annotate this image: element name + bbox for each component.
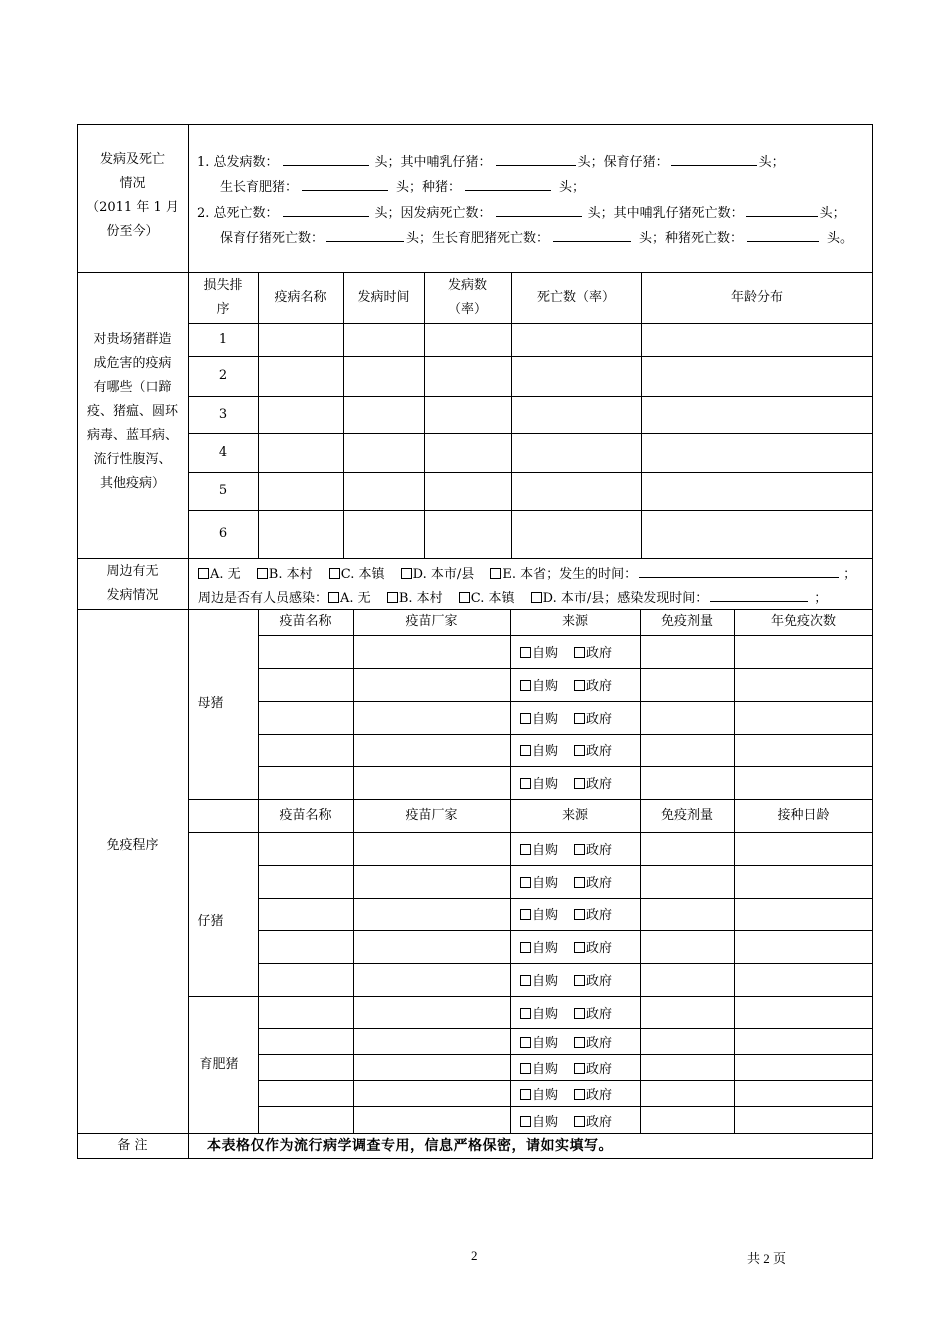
option-government[interactable]: 政府 <box>574 1058 612 1077</box>
divider <box>188 996 873 997</box>
checkbox-icon <box>520 647 531 658</box>
checkbox-icon <box>574 1116 585 1127</box>
source-options <box>520 1003 612 1022</box>
group-label-piglet: 仔猪 <box>197 914 224 929</box>
checkbox-icon <box>574 680 585 691</box>
option-self-purchase[interactable]: 自购 <box>520 937 558 956</box>
divider <box>258 734 873 735</box>
nursery-deaths-field[interactable] <box>326 227 404 242</box>
divider <box>188 510 873 511</box>
option-self-purchase[interactable]: 自购 <box>520 872 558 891</box>
checkbox-icon <box>520 680 531 691</box>
source-options <box>520 675 612 694</box>
nursery-cases-field[interactable] <box>671 151 757 166</box>
checkbox-icon <box>574 975 585 986</box>
option-self-purchase[interactable]: 自购 <box>520 1111 558 1130</box>
source-options <box>520 773 612 792</box>
header-vaccination-age: 接种日龄 <box>777 807 830 823</box>
option-government[interactable]: 政府 <box>574 970 612 989</box>
header-vaccine-name: 疫苗名称 <box>279 807 332 823</box>
header-death-count: 死亡数（率） <box>536 289 615 305</box>
checkbox-icon <box>574 844 585 855</box>
checkbox-icon <box>520 942 531 953</box>
option-self-purchase[interactable]: 自购 <box>520 1084 558 1103</box>
checkbox-icon <box>520 745 531 756</box>
source-options <box>520 740 612 759</box>
divider <box>188 472 873 473</box>
checkbox-icon <box>574 778 585 789</box>
option-city-county[interactable]: D. 本市/县；感染发现时间： <box>531 591 709 606</box>
survey-form <box>77 124 873 1159</box>
breeding-deaths-field[interactable] <box>747 227 819 242</box>
source-options <box>520 1032 612 1051</box>
option-government[interactable]: 政府 <box>574 1111 612 1130</box>
source-options <box>520 839 612 858</box>
option-government[interactable]: 政府 <box>574 1084 612 1103</box>
checkbox-icon <box>520 844 531 855</box>
checkbox-icon <box>520 713 531 724</box>
page-number: 2 <box>471 1248 478 1263</box>
divider <box>188 396 873 397</box>
checkbox-icon <box>198 568 209 579</box>
breeding-cases-field[interactable] <box>465 176 551 191</box>
source-options <box>520 708 612 727</box>
surrounding-outbreak-line: A. 无 B. 本村 C. 本镇 D. 本市/县 E. 本省；发生的时间： ； <box>198 563 856 585</box>
divider <box>258 865 873 866</box>
page-total: 共 2 页 <box>747 1251 787 1266</box>
option-government[interactable]: 政府 <box>574 937 612 956</box>
divider <box>258 701 873 702</box>
checkbox-icon <box>574 745 585 756</box>
divider <box>258 898 873 899</box>
divider <box>188 356 873 357</box>
header-vaccine-maker: 疫苗厂家 <box>405 614 458 629</box>
total-cases-field[interactable] <box>283 151 369 166</box>
checkbox-icon <box>387 592 398 603</box>
rank-cell: 1 <box>218 331 228 347</box>
source-options <box>520 937 612 956</box>
checkbox-icon <box>574 1063 585 1074</box>
checkbox-icon <box>490 568 501 579</box>
source-options <box>520 1111 612 1130</box>
option-government[interactable]: 政府 <box>574 708 612 727</box>
option-government[interactable]: 政府 <box>574 740 612 759</box>
option-government[interactable]: 政府 <box>574 773 612 792</box>
disease-deaths-field[interactable] <box>496 202 582 217</box>
option-none[interactable]: A. 无 <box>328 591 371 606</box>
header-age-distribution: 年龄分布 <box>730 289 783 305</box>
option-self-purchase[interactable]: 自购 <box>520 675 558 694</box>
suckling-cases-field[interactable] <box>496 151 576 166</box>
option-self-purchase[interactable]: 自购 <box>520 708 558 727</box>
checkbox-icon <box>257 568 268 579</box>
remark-text: 本表格仅作为流行病学调查专用，信息严格保密，请如实填写。 <box>207 1138 613 1154</box>
header-case-count: 发病数 （率） <box>447 277 487 317</box>
header-vaccine-name: 疫苗名称 <box>279 614 332 629</box>
header-source: 来源 <box>561 614 588 629</box>
morbidity-line-3: 2. 总死亡数： 头；因发病死亡数： 头；其中哺乳仔猪死亡数： 头； <box>197 202 846 224</box>
option-self-purchase[interactable]: 自购 <box>520 970 558 989</box>
checkbox-icon <box>329 568 340 579</box>
divider <box>258 963 873 964</box>
checkbox-icon <box>520 1116 531 1127</box>
infection-time-field[interactable] <box>710 587 808 602</box>
section-label-immunization: 免疫程序 <box>106 838 159 853</box>
option-self-purchase[interactable]: 自购 <box>520 839 558 858</box>
header-vaccine-maker: 疫苗厂家 <box>405 807 458 823</box>
header-annual-times: 年免疫次数 <box>770 614 836 629</box>
divider <box>258 668 873 669</box>
divider <box>258 1106 873 1107</box>
header-disease-name: 疫病名称 <box>274 289 327 305</box>
checkbox-icon <box>520 909 531 920</box>
header-loss-rank: 损失排 序 <box>203 277 243 317</box>
divider <box>188 832 873 833</box>
checkbox-icon <box>459 592 470 603</box>
checkbox-icon <box>531 592 542 603</box>
human-infection-line: 周边是否有人员感染： A. 无 B. 本村 C. 本镇 D. 本市/县；感染发现时间： ； <box>198 587 827 609</box>
divider <box>258 1054 873 1055</box>
rank-cell: 2 <box>218 368 228 383</box>
divider <box>258 766 873 767</box>
checkbox-icon <box>574 1008 585 1019</box>
total-deaths-field[interactable] <box>283 202 369 217</box>
option-self-purchase[interactable]: 自购 <box>520 904 558 923</box>
section-label-surroundings: 周边有无 发病情况 <box>106 564 159 603</box>
source-options <box>520 1084 612 1103</box>
source-options <box>520 872 612 891</box>
rank-cell: 6 <box>218 526 228 541</box>
checkbox-icon <box>574 1037 585 1048</box>
option-government[interactable]: 政府 <box>574 642 612 661</box>
option-none[interactable]: A. 无 <box>198 567 241 582</box>
rank-cell: 5 <box>218 483 228 498</box>
checkbox-icon <box>401 568 412 579</box>
group-label-fattening: 育肥猪 <box>199 1056 239 1072</box>
group-label-sow: 母猪 <box>197 696 224 711</box>
remark-label: 备 注 <box>117 1138 148 1153</box>
option-village[interactable]: B. 本村 <box>257 567 313 582</box>
option-government[interactable]: 政府 <box>574 1032 612 1051</box>
checkbox-icon <box>520 877 531 888</box>
option-self-purchase[interactable]: 自购 <box>520 1003 558 1022</box>
rank-cell: 4 <box>218 444 228 460</box>
option-government[interactable]: 政府 <box>574 839 612 858</box>
option-government[interactable]: 政府 <box>574 904 612 923</box>
option-self-purchase[interactable]: 自购 <box>520 1032 558 1051</box>
source-options <box>520 904 612 923</box>
option-self-purchase[interactable]: 自购 <box>520 642 558 661</box>
divider <box>77 558 873 559</box>
divider <box>258 635 873 636</box>
option-self-purchase[interactable]: 自购 <box>520 1058 558 1077</box>
fattening-cases-field[interactable] <box>302 176 388 191</box>
checkbox-icon <box>520 1089 531 1100</box>
divider <box>258 1028 873 1029</box>
option-self-purchase[interactable]: 自购 <box>520 740 558 759</box>
header-onset-time: 发病时间 <box>357 289 410 305</box>
option-self-purchase[interactable]: 自购 <box>520 773 558 792</box>
checkbox-icon <box>574 713 585 724</box>
morbidity-line-1: 1. 总发病数： 头；其中哺乳仔猪： 头；保育仔猪： 头； <box>197 151 785 173</box>
option-government[interactable]: 政府 <box>574 872 612 891</box>
rank-cell: 3 <box>218 406 228 422</box>
checkbox-icon <box>520 1037 531 1048</box>
option-province[interactable]: E. 本省；发生的时间： <box>490 567 637 582</box>
checkbox-icon <box>574 1089 585 1100</box>
checkbox-icon <box>520 975 531 986</box>
suckling-deaths-field[interactable] <box>746 202 818 217</box>
checkbox-icon <box>520 778 531 789</box>
checkbox-icon <box>328 592 339 603</box>
source-options <box>520 642 612 661</box>
option-city-county[interactable]: D. 本市/县 <box>401 567 475 582</box>
outbreak-time-field[interactable] <box>639 563 839 578</box>
fattening-deaths-field[interactable] <box>553 227 631 242</box>
option-government[interactable]: 政府 <box>574 1003 612 1022</box>
option-town[interactable]: C. 本镇 <box>459 591 515 606</box>
option-town[interactable]: C. 本镇 <box>329 567 385 582</box>
section-label-morbidity: 发病及死亡 情况 （2011 年 1 月 份至今） <box>86 152 179 239</box>
option-village[interactable]: B. 本村 <box>387 591 443 606</box>
divider <box>188 433 873 434</box>
divider <box>258 1080 873 1081</box>
header-dose: 免疫剂量 <box>660 807 713 823</box>
header-source: 来源 <box>561 807 588 823</box>
option-government[interactable]: 政府 <box>574 675 612 694</box>
checkbox-icon <box>574 877 585 888</box>
morbidity-line-2: 生长育肥猪： 头；种猪： 头； <box>220 176 585 198</box>
checkbox-icon <box>574 647 585 658</box>
divider <box>258 930 873 931</box>
checkbox-icon <box>574 942 585 953</box>
section-label-diseases: 对贵场猪群造 成危害的疫病 有哪些（口蹄 疫、猪瘟、圆环 病毒、蓝耳病、 流行性腹泻、 其他疫病） <box>86 332 178 491</box>
morbidity-line-4: 保育仔猪死亡数： 头；生长育肥猪死亡数： 头；种猪死亡数： 头。 <box>220 227 853 249</box>
source-options <box>520 970 612 989</box>
divider <box>188 323 873 324</box>
checkbox-icon <box>520 1008 531 1019</box>
checkbox-icon <box>574 909 585 920</box>
header-dose: 免疫剂量 <box>660 614 713 629</box>
source-options <box>520 1058 612 1077</box>
checkbox-icon <box>520 1063 531 1074</box>
